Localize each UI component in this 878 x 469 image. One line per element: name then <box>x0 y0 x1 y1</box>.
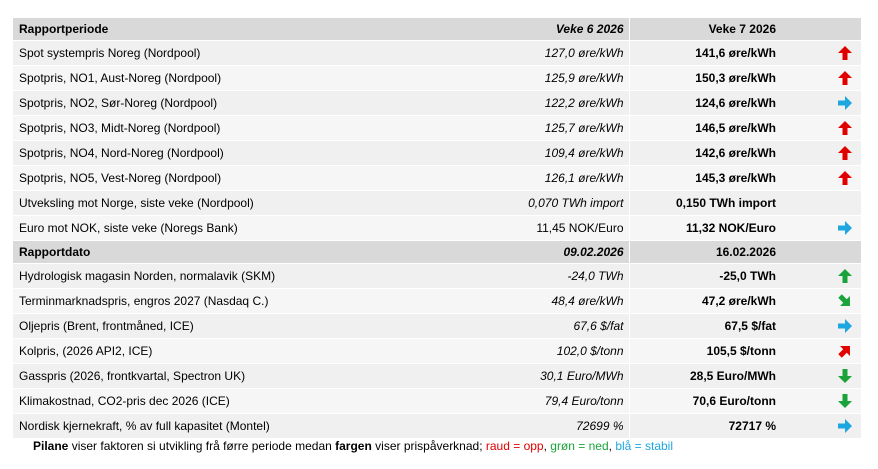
table-row <box>13 166 861 191</box>
arrow-down-green-icon <box>837 393 853 409</box>
previous-value: 125,9 øre/kWh <box>479 66 629 91</box>
arrow-right-icon <box>837 95 853 111</box>
report-table-container <box>13 18 861 439</box>
arrow-up-icon <box>837 45 853 61</box>
legend-footer <box>33 439 673 453</box>
indicator-label: Spotpris, NO5, Vest-Noreg (Nordpool) <box>13 166 479 191</box>
section-header-section1 <box>13 18 861 41</box>
footer-sep-1: , <box>543 439 551 453</box>
indicator-label: Utveksling mot Norge, siste veke (Nordpool) <box>13 191 479 216</box>
trend-cell <box>782 166 861 191</box>
legend-red: raud = opp <box>485 439 544 453</box>
trend-cell <box>782 339 861 364</box>
trend-cell <box>782 191 861 216</box>
previous-value: 48,4 øre/kWh <box>479 289 629 314</box>
arrow-up-icon <box>837 145 853 161</box>
trend-cell <box>782 91 861 116</box>
arrow-right-icon <box>837 418 853 434</box>
current-period-header: 16.02.2026 <box>629 241 782 264</box>
previous-value: 126,1 øre/kWh <box>479 166 629 191</box>
trend-cell <box>782 414 861 439</box>
trend-cell <box>782 141 861 166</box>
trend-cell <box>782 41 861 66</box>
trend-cell <box>782 66 861 91</box>
indicator-label: Spotpris, NO1, Aust-Noreg (Nordpool) <box>13 66 479 91</box>
previous-value: 30,1 Euro/MWh <box>479 364 629 389</box>
current-value: 141,6 øre/kWh <box>629 41 782 66</box>
footer-bold-2: fargen <box>335 439 372 453</box>
indicator-label: Nordisk kjernekraft, % av full kapasitet (Montel) <box>13 414 479 439</box>
indicator-label: Terminmarknadspris, engros 2027 (Nasdaq C.) <box>13 289 479 314</box>
current-value: 145,3 øre/kWh <box>629 166 782 191</box>
trend-cell <box>782 216 861 241</box>
previous-value: 122,2 øre/kWh <box>479 91 629 116</box>
arrow-down-right-icon <box>837 293 853 309</box>
indicator-label: Gasspris (2026, frontkvartal, Spectron UK) <box>13 364 479 389</box>
trend-cell <box>782 264 861 289</box>
previous-period-header: 09.02.2026 <box>479 241 629 264</box>
current-value: 0,150 TWh import <box>629 191 782 216</box>
table-row <box>13 41 861 66</box>
footer-bold-1: Pilane <box>33 439 69 453</box>
current-value: 146,5 øre/kWh <box>629 116 782 141</box>
indicator-label: Spotpris, NO3, Midt-Noreg (Nordpool) <box>13 116 479 141</box>
legend-green: grøn = ned <box>550 439 609 453</box>
table-row <box>13 191 861 216</box>
legend-blue: blå = stabil <box>615 439 674 453</box>
current-period-header: Veke 7 2026 <box>629 18 782 41</box>
table-row <box>13 364 861 389</box>
previous-value: 102,0 $/tonn <box>479 339 629 364</box>
indicator-label: Euro mot NOK, siste veke (Noregs Bank) <box>13 216 479 241</box>
indicator-label: Spotpris, NO2, Sør-Noreg (Nordpool) <box>13 91 479 116</box>
previous-value: -24,0 TWh <box>479 264 629 289</box>
section-title: Rapportdato <box>13 241 479 264</box>
previous-value: 109,4 øre/kWh <box>479 141 629 166</box>
previous-value: 67,6 $/fat <box>479 314 629 339</box>
previous-value: 127,0 øre/kWh <box>479 41 629 66</box>
current-value: 150,3 øre/kWh <box>629 66 782 91</box>
trend-cell <box>782 289 861 314</box>
report-table <box>13 18 861 439</box>
current-value: 105,5 $/tonn <box>629 339 782 364</box>
current-value: 142,6 øre/kWh <box>629 141 782 166</box>
trend-header <box>782 241 861 264</box>
previous-value: 72699 % <box>479 414 629 439</box>
arrow-up-icon <box>837 70 853 86</box>
previous-value: 79,4 Euro/tonn <box>479 389 629 414</box>
table-row <box>13 216 861 241</box>
arrow-up-green-icon <box>837 268 853 284</box>
arrow-up-icon <box>837 170 853 186</box>
table-row <box>13 314 861 339</box>
trend-cell <box>782 364 861 389</box>
previous-value: 0,070 TWh import <box>479 191 629 216</box>
indicator-label: Spot systempris Noreg (Nordpool) <box>13 41 479 66</box>
arrow-right-icon <box>837 318 853 334</box>
table-row <box>13 339 861 364</box>
trend-cell <box>782 116 861 141</box>
current-value: 47,2 øre/kWh <box>629 289 782 314</box>
table-row <box>13 289 861 314</box>
current-value: 28,5 Euro/MWh <box>629 364 782 389</box>
previous-value: 125,7 øre/kWh <box>479 116 629 141</box>
trend-cell <box>782 389 861 414</box>
current-value: 11,32 NOK/Euro <box>629 216 782 241</box>
footer-sep-2: , <box>608 439 616 453</box>
trend-header <box>782 18 861 41</box>
table-row <box>13 66 861 91</box>
table-row <box>13 389 861 414</box>
arrow-down-green-icon <box>837 368 853 384</box>
current-value: 70,6 Euro/tonn <box>629 389 782 414</box>
current-value: 124,6 øre/kWh <box>629 91 782 116</box>
current-value: -25,0 TWh <box>629 264 782 289</box>
arrow-up-right-icon <box>837 343 853 359</box>
table-row <box>13 116 861 141</box>
indicator-label: Oljepris (Brent, frontmåned, ICE) <box>13 314 479 339</box>
section-title: Rapportperiode <box>13 18 479 41</box>
table-row <box>13 141 861 166</box>
indicator-label: Hydrologisk magasin Norden, normalavik (SKM) <box>13 264 479 289</box>
indicator-label: Kolpris, (2026 API2, ICE) <box>13 339 479 364</box>
previous-period-header: Veke 6 2026 <box>479 18 629 41</box>
indicator-label: Klimakostnad, CO2-pris dec 2026 (ICE) <box>13 389 479 414</box>
current-value: 72717 % <box>629 414 782 439</box>
footer-text-2: viser prispåverknad; <box>371 439 486 453</box>
trend-cell <box>782 314 861 339</box>
current-value: 67,5 $/fat <box>629 314 782 339</box>
arrow-right-icon <box>837 220 853 236</box>
section-header-section2 <box>13 241 861 264</box>
table-row <box>13 264 861 289</box>
arrow-up-icon <box>837 120 853 136</box>
previous-value: 11,45 NOK/Euro <box>479 216 629 241</box>
indicator-label: Spotpris, NO4, Nord-Noreg (Nordpool) <box>13 141 479 166</box>
table-row <box>13 414 861 439</box>
table-row <box>13 91 861 116</box>
footer-text-1: viser faktoren si utvikling frå førre periode medan <box>68 439 336 453</box>
